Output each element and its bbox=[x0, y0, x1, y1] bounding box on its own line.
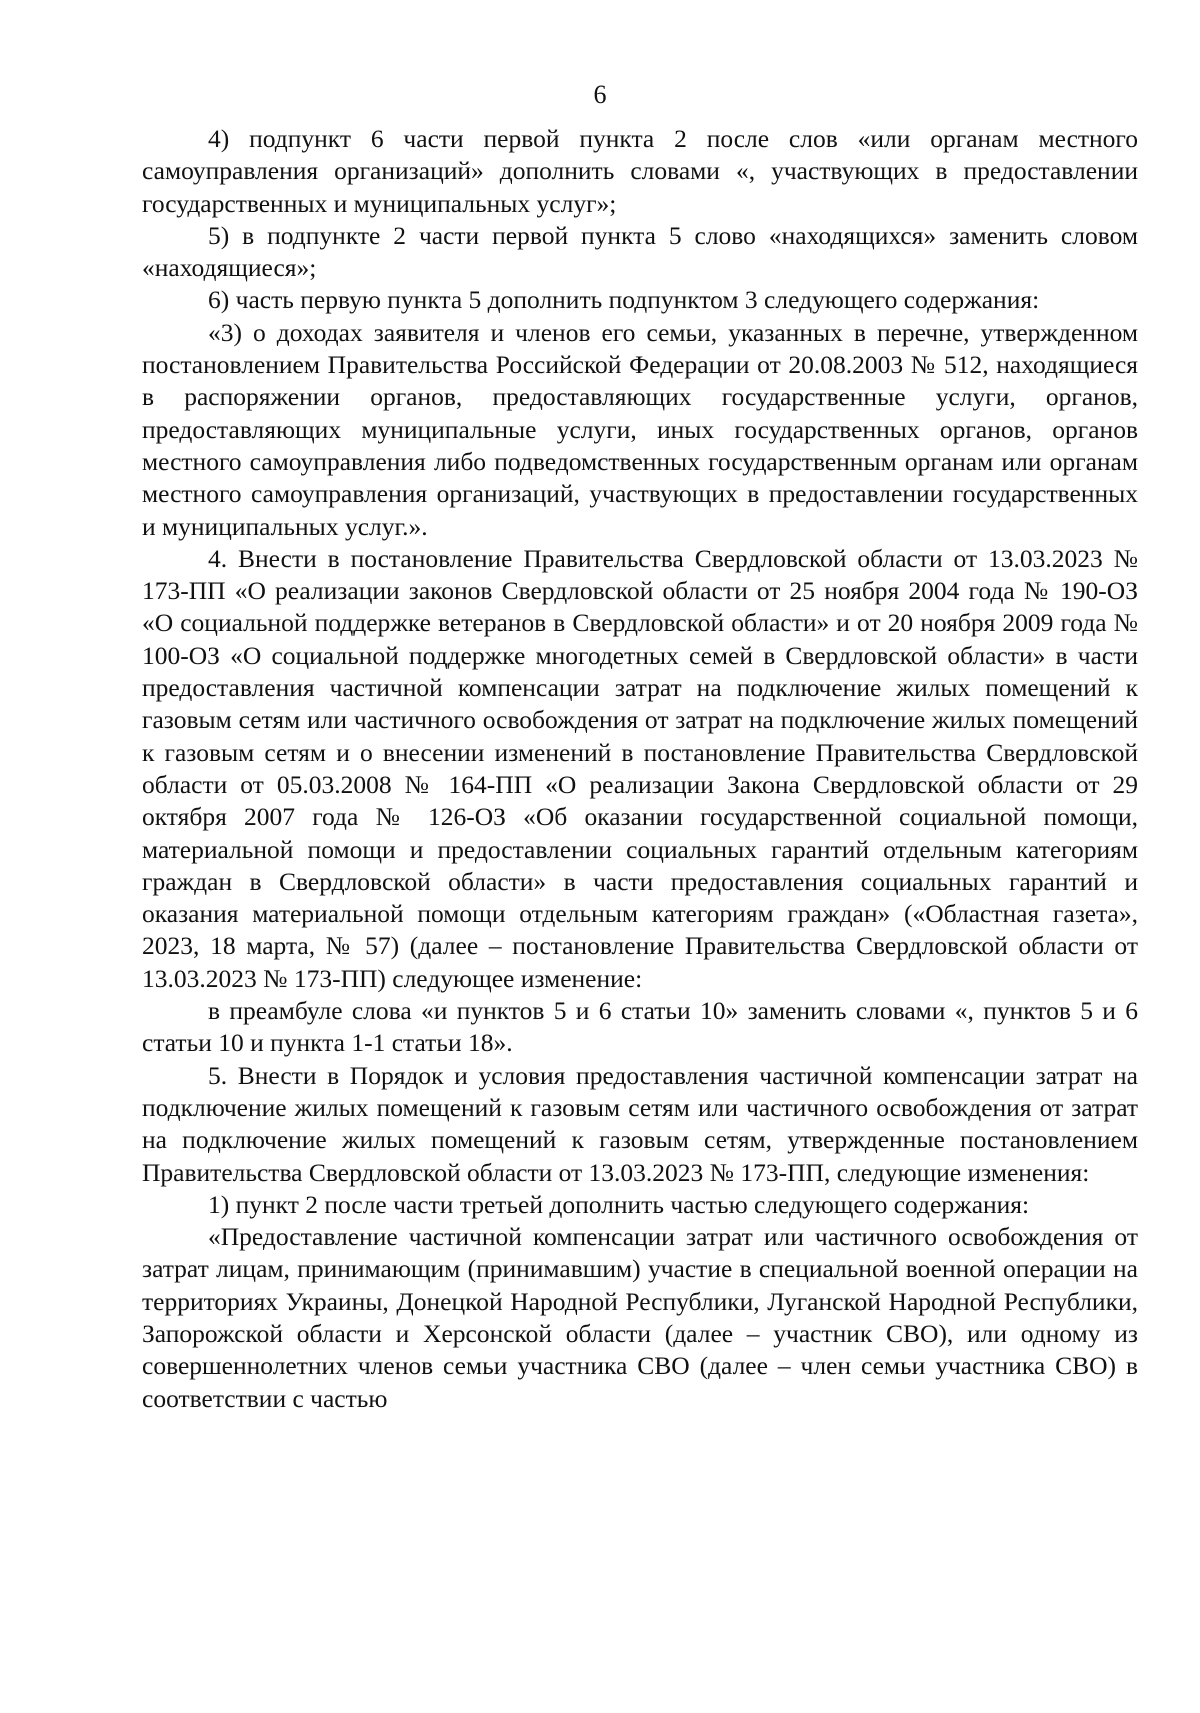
paragraph-quoted-svo-text: «Предоставление частичной компенсации затрат или частичного освобождения от затрат лицам, принимающим (принимавшим) участие в специальной военной операции на территориях Украины, Донецкой Народной Республики, Луганской Народной Республики, Запорожской области и Херсонской области (далее – участник СВО), или одному из совершеннолетних членов семьи участника СВО (далее – член семьи участника СВО) в соответствии с частью bbox=[142, 1222, 1138, 1413]
paragraph-point-5: 5. Внести в Порядок и условия предоставления частичной компенсации затрат на подключение жилых помещений к газовым сетям или частичного освобождения от затрат на подключение жилых помещений к газовым сетям, утвержденные постановлением Правительства Свердловской области от 13.03.2023 № 173-ПП, следующие изменения: bbox=[142, 1060, 1138, 1187]
paragraph-point-4: 4. Внести в постановление Правительства Свердловской области от 13.03.2023 № 173-ПП «О реализации законов Свердловской области от 25 ноября 2004 года № 190-ОЗ «О социальной поддержке ветеранов в Свердловской области» и от 20 ноября 2009 года № 100-ОЗ «О социальной поддержке многодетных семей в Свердловской области» в части предоставления частичной компенсации затрат на подключение жилых помещений к газовым сетям или частичного освобождения от затрат на подключение жилых помещений к газовым сетям и о внесении изменений в постановление Правительства Свердловской области от 05.03.2008 № 164-ПП «О реализации Закона Свердловской области от 29 октября 2007 года № 126-ОЗ «Об оказании государственной социальной помощи, материальной помощи и предоставлении социальных гарантий отдельным категориям граждан в Свердловской области» в части предоставления социальных гарантий и оказания материальной помощи отдельным категориям граждан» («Областная газета», 2023, 18 марта, № 57) (далее – постановление Правительства Свердловской области от 13.03.2023 № 173-ПП) следующее изменение: bbox=[142, 543, 1138, 993]
paragraph-point-5-subpoint-1: 1) пункт 2 после части третьей дополнить частью следующего содержания: bbox=[208, 1189, 1030, 1219]
paragraph-item-4-subpoint-4: 4) подпункт 6 части первой пункта 2 после слов «или органам местного самоуправления организаций» дополнить словами «, участвующих в предоставлении государственных и муниципальных услуг»; bbox=[142, 124, 1138, 218]
page-number: 6 bbox=[593, 80, 607, 109]
paragraph-preamble-change: в преамбуле слова «и пунктов 5 и 6 статьи 10» заменить словами «, пунктов 5 и 6 статьи 10 и пункта 1-1 статьи 18». bbox=[142, 996, 1138, 1058]
document-body bbox=[142, 123, 1138, 1415]
paragraph-quoted-subpoint-3: «3) о доходах заявителя и членов его семьи, указанных в перечне, утвержденном постановлением Правительства Российской Федерации от 20.08.2003 № 512, находящиеся в распоряжении органов, предоставляющих государственные услуги, органов, предоставляющих муниципальные услуги, иных государственных органов, органов местного самоуправления либо подведомственных государственным органам или органам местного самоуправления организаций, участвующих в предоставлении государственных и муниципальных услуг.». bbox=[142, 317, 1138, 541]
paragraph-item-4-subpoint-6: 6) часть первую пункта 5 дополнить подпунктом 3 следующего содержания: bbox=[208, 285, 1040, 315]
paragraph-item-4-subpoint-5: 5) в подпункте 2 части первой пункта 5 слово «находящихся» заменить словом «находящиеся»; bbox=[142, 220, 1138, 283]
